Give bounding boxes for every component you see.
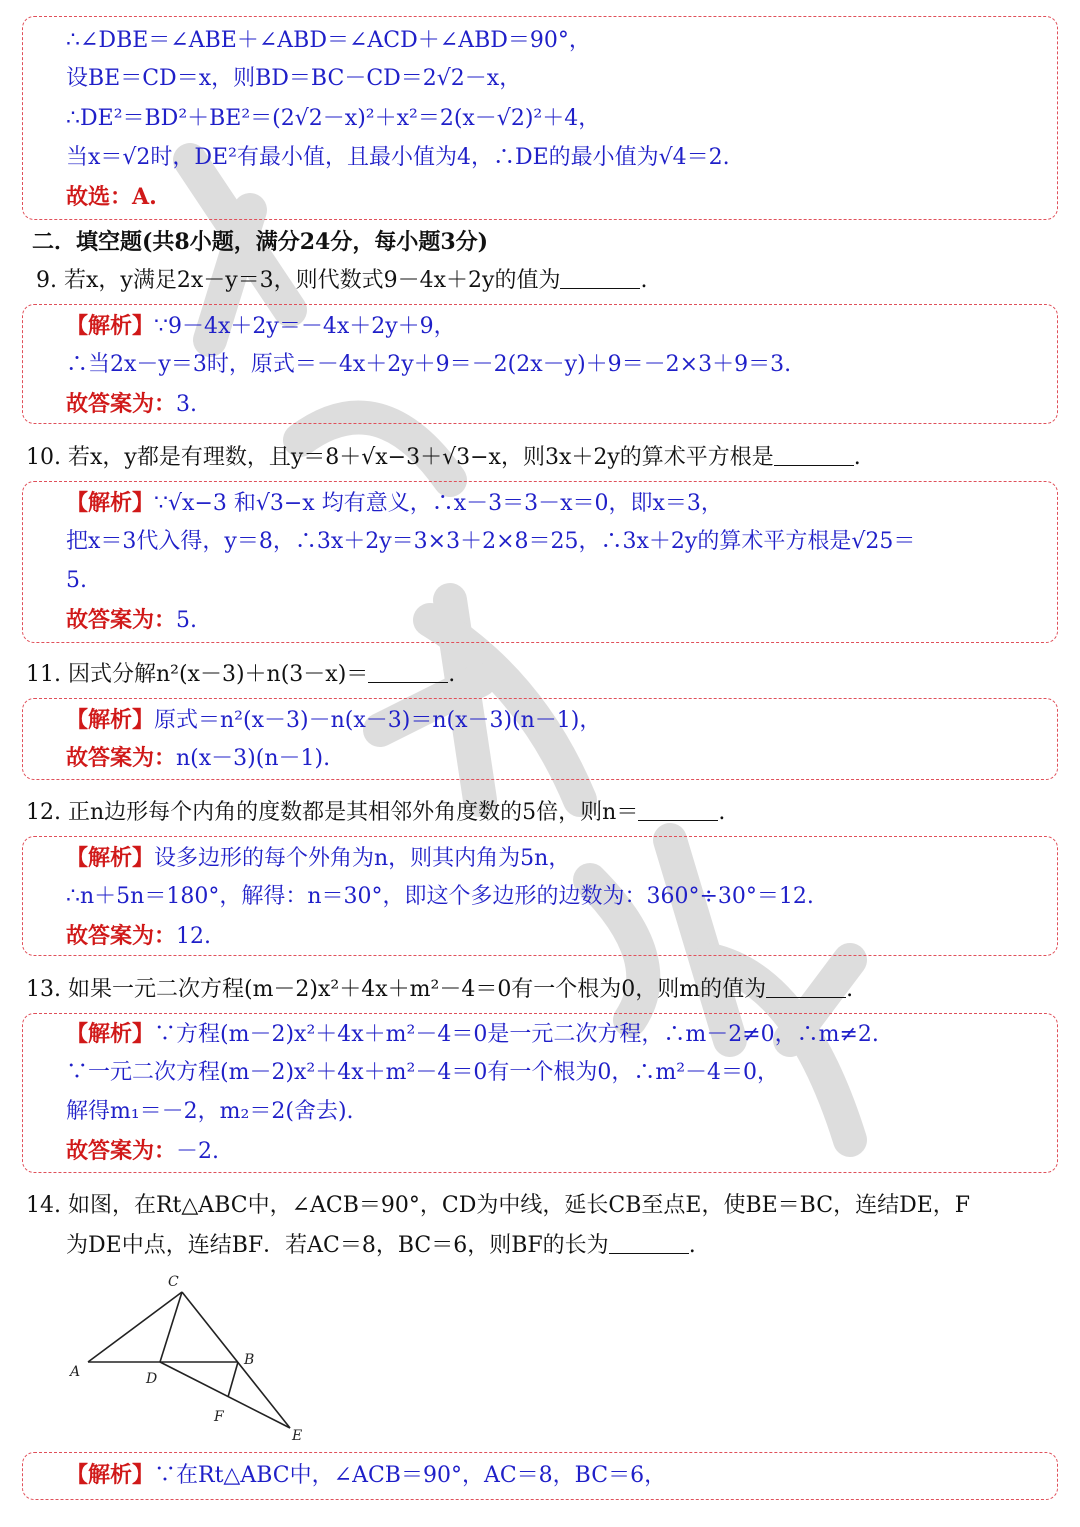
label-e: E	[292, 1428, 303, 1444]
solution-12-line-2: ∴n＋5n＝180°，解得：n＝30°，即这个多边形的边数为：360°÷30°＝12.	[66, 884, 814, 909]
jiexi-label: 【解析】	[66, 1462, 155, 1488]
section-title: 二．填空题(共8小题，满分24分，每小题3分)	[32, 229, 489, 255]
jiexi-label: 【解析】	[66, 845, 155, 871]
question-9	[36, 266, 647, 296]
question-10	[26, 443, 861, 473]
solution-10-line-3: 5.	[66, 568, 87, 593]
answer-value: 5.	[176, 608, 198, 633]
segment-cd	[160, 1292, 182, 1362]
solution-13-answer	[66, 1136, 219, 1167]
question-11-end: .	[448, 662, 456, 687]
segment-ce	[182, 1292, 290, 1428]
answer-label: 故选：	[66, 184, 133, 210]
triangle-figure	[60, 1270, 330, 1450]
solution-14-text-1: ∵在Rt△ABC中，∠ACB＝90°，AC＝8，BC＝6，	[154, 1463, 667, 1488]
solution-14-line-1	[66, 1460, 666, 1491]
question-11-text: 11. 因式分解n²(x－3)＋n(3－x)＝	[26, 662, 369, 687]
solution-12-line-1	[66, 843, 570, 874]
jiexi-label: 【解析】	[66, 707, 155, 733]
answer-blank	[368, 660, 448, 683]
top-solution-line-2: 设BE＝CD＝x，则BD＝BC－CD＝2√2－x，	[66, 66, 522, 91]
question-9-end: .	[640, 268, 648, 293]
label-c: C	[168, 1274, 179, 1290]
question-14-end: .	[688, 1233, 696, 1258]
question-11	[26, 660, 455, 690]
segment-ac	[88, 1292, 182, 1362]
answer-label: 故答案为：	[66, 607, 177, 633]
question-12-end: .	[718, 800, 726, 825]
top-solution-answer	[66, 182, 157, 213]
top-solution-line-3: ∴DE²＝BD²＋BE²＝(2√2－x)²＋x²＝2(x－√2)²＋4，	[66, 106, 601, 131]
question-14-line-2	[66, 1231, 696, 1261]
solution-12-text-1: 设多边形的每个外角为n，则其内角为5n，	[154, 846, 571, 871]
question-13-end: .	[846, 977, 854, 1002]
answer-label: 故答案为：	[66, 745, 177, 771]
question-13	[26, 975, 853, 1005]
jiexi-label: 【解析】	[66, 313, 155, 339]
answer-blank	[560, 266, 640, 289]
question-14-line-1: 14. 如图，在Rt△ABC中，∠ACB＝90°，CD为中线，延长CB至点E，使BE＝BC，连结DE，F	[26, 1193, 971, 1218]
jiexi-label: 【解析】	[66, 490, 155, 516]
answer-label: 故答案为：	[66, 391, 177, 417]
answer-value: －2.	[176, 1139, 220, 1164]
question-10-text: 10. 若x，y都是有理数，且y＝8＋√x−3＋√3−x，则3x＋2y的算术平方根是	[26, 445, 774, 470]
label-a: A	[70, 1364, 81, 1380]
label-d: D	[146, 1371, 158, 1387]
label-b: B	[244, 1352, 255, 1368]
question-12	[26, 798, 725, 828]
solution-11-answer	[66, 743, 330, 774]
question-13-text: 13. 如果一元二次方程(m－2)x²＋4x＋m²－4＝0有一个根为0，则m的值为	[26, 977, 767, 1002]
question-9-text: 9. 若x，y满足2x－y＝3，则代数式9－4x＋2y的值为	[36, 268, 561, 293]
question-14-text-2: 为DE中点，连结BF．若AC＝8，BC＝6，则BF的长为	[66, 1233, 609, 1258]
answer-blank	[766, 975, 846, 998]
jiexi-label: 【解析】	[66, 1021, 155, 1047]
solution-9-answer	[66, 389, 197, 420]
solution-10-line-1	[66, 488, 723, 519]
solution-13-line-2: ∵一元二次方程(m－2)x²＋4x＋m²－4＝0有一个根为0，∴m²－4＝0，	[66, 1060, 780, 1085]
answer-value: A.	[132, 184, 157, 210]
solution-13-line-1	[66, 1019, 879, 1050]
solution-9-line-1	[66, 311, 456, 342]
answer-blank	[638, 798, 718, 821]
answer-value: 12.	[176, 924, 212, 949]
top-solution-line-4: 当x＝√2时，DE²有最小值，且最小值为4，∴DE的最小值为√4＝2.	[66, 145, 730, 170]
answer-label: 故答案为：	[66, 923, 177, 949]
segment-de	[160, 1362, 290, 1428]
solution-9-line-2: ∴当2x－y＝3时，原式＝－4x＋2y＋9＝－2(2x－y)＋9＝－2×3＋9＝3.	[66, 352, 792, 377]
solution-12-answer	[66, 921, 211, 952]
answer-blank	[774, 443, 854, 466]
answer-blank	[609, 1231, 689, 1254]
answer-label: 故答案为：	[66, 1138, 177, 1164]
solution-11-text-1: 原式＝n²(x－3)－n(x－3)＝n(x－3)(n－1)，	[154, 708, 602, 733]
solution-10-text-1: ∵√x−3 和√3−x 均有意义，∴x－3＝3－x＝0，即x＝3，	[154, 491, 723, 516]
solution-10-answer	[66, 605, 197, 636]
solution-10-line-2: 把x＝3代入得，y＝8，∴3x＋2y＝3×3＋2×8＝25，∴3x＋2y的算术平方根是√25＝	[66, 529, 916, 554]
segment-bf	[228, 1362, 238, 1397]
question-12-text: 12. 正n边形每个内角的度数都是其相邻外角度数的5倍，则n＝	[26, 800, 639, 825]
solution-9-text-1: ∵9－4x＋2y＝－4x＋2y＋9，	[154, 314, 456, 339]
solution-11-line-1	[66, 705, 601, 736]
answer-value: 3.	[176, 392, 198, 417]
question-10-end: .	[853, 445, 861, 470]
solution-13-line-3: 解得m₁＝－2，m₂＝2(舍去).	[66, 1099, 354, 1124]
label-f: F	[214, 1409, 224, 1425]
top-solution-line-1: ∴∠DBE＝∠ABE＋∠ABD＝∠ACD＋∠ABD＝90°，	[66, 28, 591, 53]
answer-value: n(x－3)(n－1).	[176, 746, 331, 771]
solution-13-text-1: ∵方程(m－2)x²＋4x＋m²－4＝0是一元二次方程，∴m－2≠0，∴m≠2.	[154, 1022, 879, 1047]
